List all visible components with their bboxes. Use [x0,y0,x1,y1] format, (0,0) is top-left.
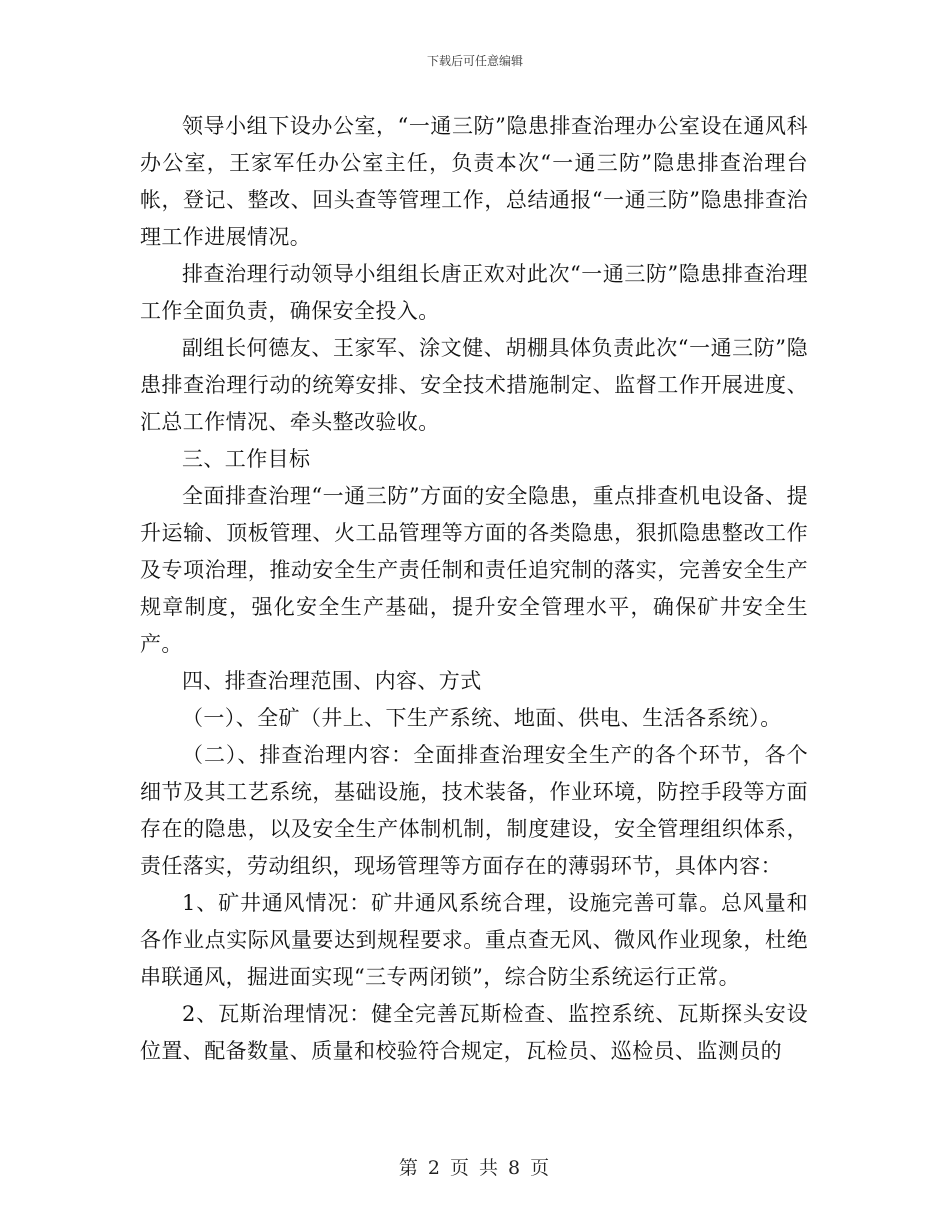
document-body [140,108,808,1070]
paragraph-scope-item-1: （一）、全矿（井上、下生产系统、地面、供电、生活各系统）。 [182,706,782,730]
page-header-note: 下载后可任意编辑 [426,54,523,68]
paragraph-deputy-leaders: 副组长何德友、王家军、涂文健、胡棚具体负责此次“一通三防”隐患排查治理行动的统筹安排、安全技术措施制定、监督工作开展进度、汇总工作情况、牵头整改验收。 [140,336,808,434]
paragraph-gas-control: 2、瓦斯治理情况：健全完善瓦斯检查、监控系统、瓦斯探头安设位置、配备数量、质量和校验符合规定，瓦检员、巡检员、监测员的 [140,1002,808,1063]
paragraph-ventilation: 1、矿井通风情况：矿井通风系统合理，设施完善可靠。总风量和各作业点实际风量要达到规程要求。重点查无风、微风作业现象，杜绝串联通风，掘进面实现“三专两闭锁”，综合防尘系统运行正常。 [140,891,808,989]
paragraph-group-leader: 排查治理行动领导小组组长唐正欢对此次“一通三防”隐患排查治理工作全面负责，确保安全投入。 [140,262,808,323]
section-heading-scope: 四、排查治理范围、内容、方式 [182,669,482,693]
page-number-footer: 第 2 页 共 8 页 [398,1157,552,1179]
paragraph-office-setup: 领导小组下设办公室，“一通三防”隐患排查治理办公室设在通风科办公室，王家军任办公室主任，负责本次“一通三防”隐患排查治理台帐，登记、整改、回头查等管理工作，总结通报“一通三防”隐患排查治理工作进展情况。 [140,114,808,249]
paragraph-work-goals: 全面排查治理“一通三防”方面的安全隐患，重点排查机电设备、提升运输、顶板管理、火工品管理等方面的各类隐患，狠抓隐患整改工作及专项治理，推动安全生产责任制和责任追究制的落实，完善安全生产规章制度，强化安全生产基础，提升安全管理水平，确保矿井安全生产。 [140,484,808,656]
paragraph-scope-item-2: （二）、排查治理内容：全面排查治理安全生产的各个环节，各个细节及其工艺系统，基础设施，技术装备，作业环境，防控手段等方面存在的隐患，以及安全生产体制机制，制度建设，安全管理组织体系，责任落实，劳动组织，现场管理等方面存在的薄弱环节，具体内容： [140,743,808,878]
section-heading-work-goals: 三、工作目标 [182,447,311,471]
